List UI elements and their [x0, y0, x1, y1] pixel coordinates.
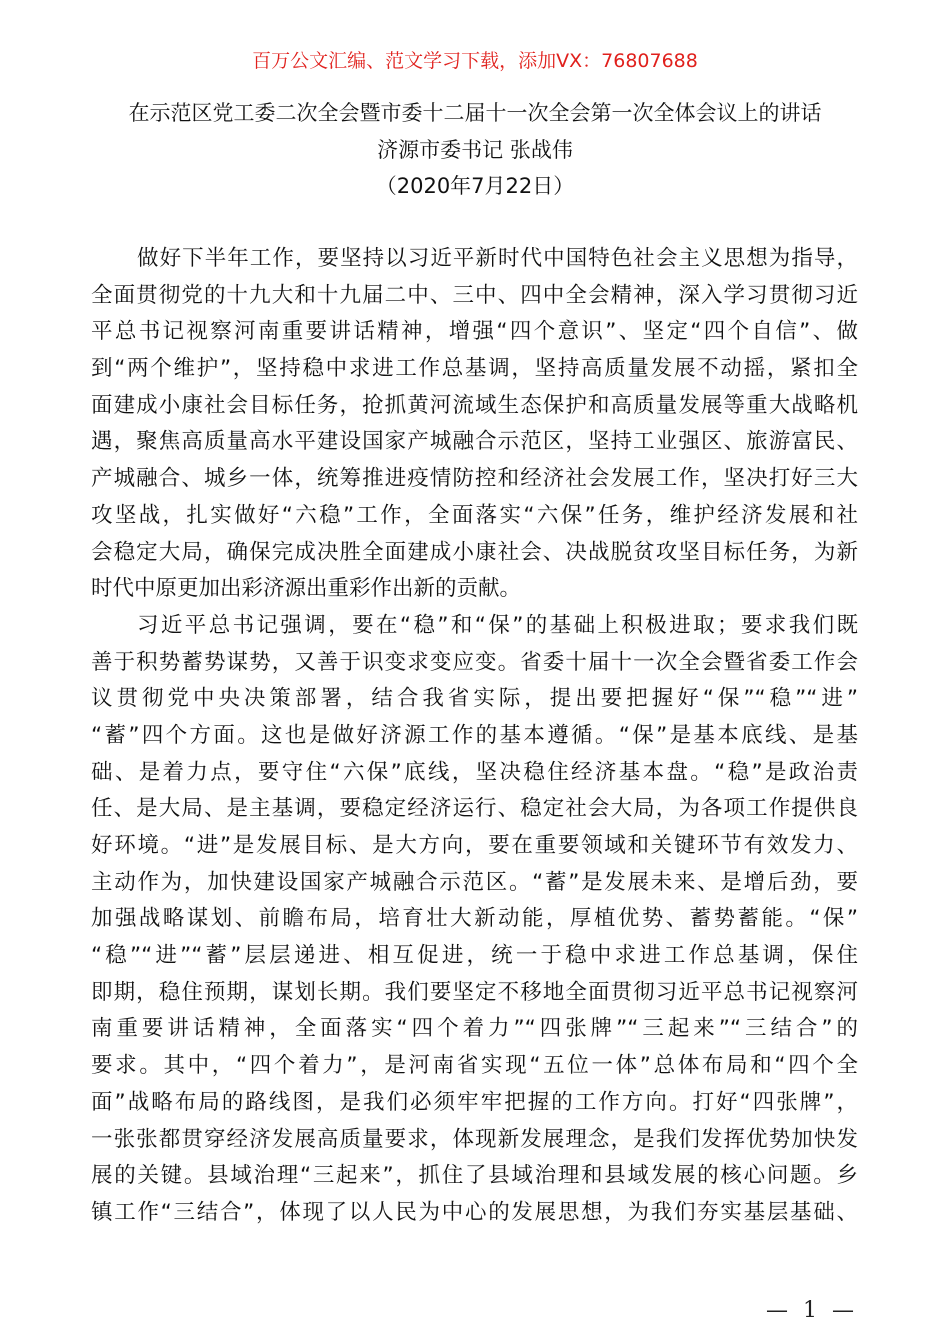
paragraph-line: 时代中原更加出彩济源出重彩作出新的贡献。: [91, 576, 522, 602]
download-banner: 百万公文汇编、范文学习下载，添加VX：76807688: [252, 50, 698, 72]
paragraph-line: 加强战略谋划、前瞻布局，培育壮大新动能，厚植优势、蓄势蓄能。“保”: [91, 906, 858, 932]
paragraph-line: 遇，聚焦高质量高水平建设国家产城融合示范区，坚持工业强区、旅游富民、: [91, 429, 858, 455]
paragraph-line: 要求。其中，“四个着力”，是河南省实现“五位一体”总体布局和“四个全: [91, 1053, 858, 1079]
paragraph-line: 到“两个维护”，坚持稳中求进工作总基调，坚持高质量发展不动摇，紧扣全: [91, 356, 858, 382]
document-body: [91, 241, 858, 1232]
paragraph-line: 础、是着力点，要守住“六保”底线，坚决稳住经济基本盘。“稳”是政治责: [91, 759, 858, 785]
paragraph-line: 全面贯彻党的十九大和十九届二中、三中、四中全会精神，深入学习贯彻习近: [91, 282, 858, 308]
page-number: — 1 —: [766, 1298, 858, 1323]
speech-date: （2020年7月22日）: [375, 174, 575, 198]
paragraph-line: 面建成小康社会目标任务，抢抓黄河流域生态保护和高质量发展等重大战略机: [91, 392, 858, 418]
paragraph-line: “蓄”四个方面。这也是做好济源工作的基本遵循。“保”是基本底线、是基: [91, 722, 858, 748]
paragraph-line: 产城融合、城乡一体，统筹推进疫情防控和经济社会发展工作，坚决打好三大: [91, 466, 858, 492]
speech-author: 济源市委书记 张战伟: [377, 138, 573, 162]
paragraph-line: 议贯彻党中央决策部署，结合我省实际，提出要把握好“保”“稳”“进”: [91, 686, 858, 712]
paragraph-line: 主动作为，加快建设国家产城融合示范区。“蓄”是发展未来、是增后劲，要: [91, 869, 858, 895]
paragraph-line: 攻坚战，扎实做好“六稳”工作，全面落实“六保”任务，维护经济发展和社: [91, 502, 858, 528]
paragraph-line: 平总书记视察河南重要讲话精神，增强“四个意识”、坚定“四个自信”、做: [91, 319, 858, 345]
paragraph-line: 做好下半年工作，要坚持以习近平新时代中国特色社会主义思想为指导，: [137, 246, 858, 271]
paragraph-line: 面”战略布局的路线图，是我们必须牢牢把握的工作方向。打好“四张牌”，: [91, 1089, 858, 1115]
paragraph-line: “稳”“进”“蓄”层层递进、相互促进，统一于稳中求进工作总基调，保住: [91, 943, 858, 969]
speech-title: 在示范区党工委二次全会暨市委十二届十一次全会第一次全体会议上的讲话: [128, 101, 822, 125]
paragraph-line: 即期，稳住预期，谋划长期。我们要坚定不移地全面贯彻习近平总书记视察河: [91, 979, 858, 1005]
paragraph-line: 善于积势蓄势谋势，又善于识变求变应变。省委十届十一次全会暨省委工作会: [91, 649, 858, 675]
paragraph-line: 任、是大局、是主基调，要稳定经济运行、稳定社会大局，为各项工作提供良: [91, 796, 858, 822]
paragraph-line: 习近平总书记强调，要在“稳”和“保”的基础上积极进取；要求我们既: [137, 612, 858, 638]
paragraph-line: 展的关键。县域治理“三起来”，抓住了县域治理和县域发展的核心问题。乡: [91, 1163, 858, 1189]
paragraph-line: 南重要讲话精神，全面落实“四个着力”“四张牌”“三起来”“三结合”的: [91, 1016, 858, 1042]
paragraph-line: 一张张都贯穿经济发展高质量要求，体现新发展理念，是我们发挥优势加快发: [91, 1126, 858, 1152]
paragraph-line: 镇工作“三结合”，体现了以人民为中心的发展思想，为我们夯实基层基础、: [91, 1199, 858, 1225]
paragraph-line: 会稳定大局，确保完成决胜全面建成小康社会、决战脱贫攻坚目标任务，为新: [91, 539, 858, 565]
paragraph-line: 好环境。“进”是发展目标、是大方向，要在重要领域和关键环节有效发力、: [91, 833, 858, 858]
